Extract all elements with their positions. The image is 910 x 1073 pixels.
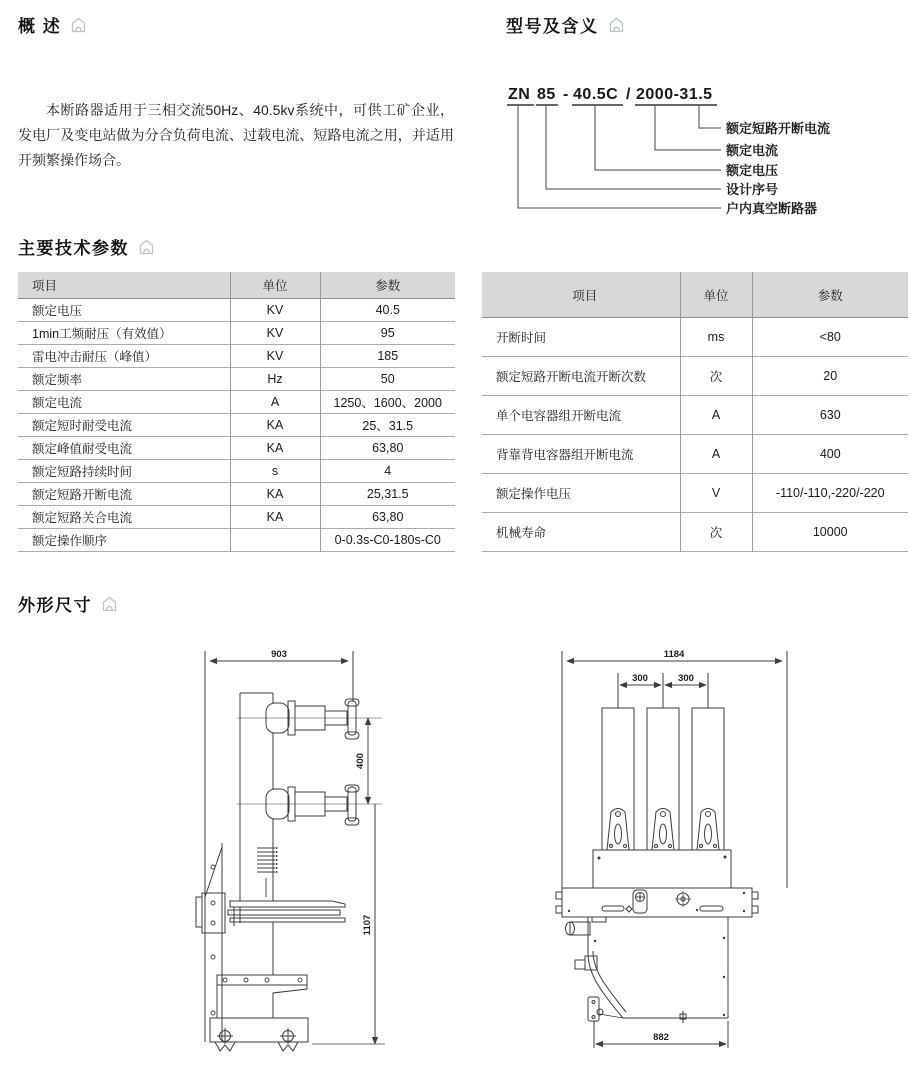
table-row <box>482 474 908 513</box>
table-cell: V <box>680 474 752 513</box>
table-cell: 额定电压 <box>32 304 83 318</box>
table-cell: KV <box>230 322 320 345</box>
table-row <box>482 513 908 552</box>
table-cell: 额定操作电压 <box>496 487 572 501</box>
table-cell: ms <box>680 318 752 357</box>
table-cell: 185 <box>320 345 455 368</box>
table-row <box>482 318 908 357</box>
table-cell: KA <box>230 483 320 506</box>
table-cell: KA <box>230 437 320 460</box>
column-header: 项目 <box>572 288 598 303</box>
table-cell: 1min工频耐压（有效值） <box>32 327 172 341</box>
table-row <box>18 299 455 322</box>
table-cell: 20 <box>752 357 908 396</box>
table-cell: 95 <box>320 322 455 345</box>
table-cell: 次 <box>680 513 752 552</box>
table-cell: 额定短路开断电流 <box>32 488 133 502</box>
table-cell: 63,80 <box>320 506 455 529</box>
model-segment: - <box>563 86 569 103</box>
table-cell: 额定电流 <box>32 396 83 410</box>
home-anchor-icon <box>70 17 87 33</box>
table-cell: 雷电冲击耐压（峰值） <box>32 350 158 364</box>
table-cell: 50 <box>320 368 455 391</box>
table-cell: 机械寿命 <box>496 526 547 540</box>
dim-overall-width: 903 <box>271 649 287 660</box>
table-row <box>18 414 455 437</box>
dim-overall-height: 1107 <box>362 914 373 936</box>
table-cell: 1250、1600、2000 <box>320 391 455 414</box>
home-anchor-icon <box>138 239 155 255</box>
table-cell: 25,31.5 <box>320 483 455 506</box>
table-row <box>18 483 455 506</box>
table-row <box>18 460 455 483</box>
table-cell: 4 <box>320 460 455 483</box>
table-cell: KV <box>230 299 320 322</box>
table-cell: 63,80 <box>320 437 455 460</box>
table-cell: -110/-110,-220/-220 <box>752 474 908 513</box>
table-cell: 25、31.5 <box>320 414 455 437</box>
model-segment: 2000-31.5 <box>636 86 713 103</box>
model-heading <box>506 12 625 37</box>
table-cell: A <box>230 391 320 414</box>
table-cell: KA <box>230 414 320 437</box>
table-row <box>482 357 908 396</box>
model-segment: 40.5C <box>573 86 619 103</box>
column-header: 参数 <box>752 272 908 318</box>
column-header: 单位 <box>680 272 752 318</box>
overview-heading <box>18 12 87 37</box>
table-cell: 额定短时耐受电流 <box>32 419 133 433</box>
table-cell: 额定操作顺序 <box>32 534 108 548</box>
dim-overall-width: 1184 <box>663 649 685 660</box>
table-cell: 次 <box>680 357 752 396</box>
table-cell: 40.5 <box>320 299 455 322</box>
table-header-row <box>18 272 455 299</box>
dim-terminal-spacing: 400 <box>355 753 366 769</box>
model-leader-lines <box>518 106 721 208</box>
parameters-table-left <box>18 272 455 552</box>
model-label: 额定电流 <box>726 143 779 158</box>
dim-pole-pitch: 300 <box>632 673 648 684</box>
table-row <box>18 368 455 391</box>
dimensions-heading-text: 外形尺寸 <box>18 596 92 615</box>
table-cell: 额定短路持续时间 <box>32 465 133 479</box>
home-anchor-icon <box>608 17 625 33</box>
table-row <box>18 391 455 414</box>
model-segment: / <box>626 86 631 103</box>
table-cell: <80 <box>752 318 908 357</box>
table-cell: s <box>230 460 320 483</box>
table-cell: 额定短路开断电流开断次数 <box>496 370 647 384</box>
table-cell <box>230 529 320 552</box>
column-header: 单位 <box>230 272 320 299</box>
table-row <box>18 506 455 529</box>
table-row <box>482 435 908 474</box>
home-anchor-icon <box>101 596 118 612</box>
table-cell: KV <box>230 345 320 368</box>
model-label: 额定电压 <box>726 163 779 178</box>
column-header: 参数 <box>320 272 455 299</box>
table-cell: Hz <box>230 368 320 391</box>
table-row <box>18 322 455 345</box>
dimensions-heading <box>18 591 118 616</box>
table-row <box>18 529 455 552</box>
parameters-heading-text: 主要技术参数 <box>18 239 129 258</box>
table-cell: 额定峰值耐受电流 <box>32 442 133 456</box>
table-row <box>482 396 908 435</box>
table-header-row <box>482 272 908 318</box>
overview-paragraph: 本断路器适用于三相交流50Hz、40.5kv系统中，可供工矿企业，发电厂及变电站做为分合负荷电流、过载电流、短路电流之用，并适用开频繁操作场合。 <box>18 102 454 168</box>
column-header: 项目 <box>32 279 58 293</box>
side-view-drawing <box>182 645 422 1070</box>
model-label: 户内真空断路器 <box>726 201 818 216</box>
table-cell: 额定短路关合电流 <box>32 511 133 525</box>
table-cell: A <box>680 435 752 474</box>
model-designation-diagram <box>505 82 910 297</box>
table-cell: 10000 <box>752 513 908 552</box>
model-segment: 85 <box>537 86 556 103</box>
table-cell: 0-0.3s-C0-180s-C0 <box>320 529 455 552</box>
table-cell: 背靠背电容器组开断电流 <box>496 448 634 462</box>
dim-pole-pitch: 300 <box>678 673 694 684</box>
table-cell: 630 <box>752 396 908 435</box>
model-label: 设计序号 <box>726 182 779 197</box>
parameters-heading <box>18 234 155 259</box>
model-heading-text: 型号及含义 <box>506 17 599 36</box>
model-label: 额定短路开断电流 <box>726 121 831 136</box>
overview-heading-text: 概 述 <box>18 17 62 36</box>
parameters-table-right <box>482 272 908 552</box>
table-cell: 单个电容器组开断电流 <box>496 409 622 423</box>
dim-base-width: 882 <box>653 1032 669 1043</box>
table-cell: 开断时间 <box>496 331 547 345</box>
table-cell: 额定频率 <box>32 373 83 387</box>
table-row <box>18 437 455 460</box>
table-cell: A <box>680 396 752 435</box>
front-view-drawing <box>552 645 802 1070</box>
table-row <box>18 345 455 368</box>
table-cell: 400 <box>752 435 908 474</box>
table-cell: KA <box>230 506 320 529</box>
model-segment: ZN <box>508 86 531 103</box>
